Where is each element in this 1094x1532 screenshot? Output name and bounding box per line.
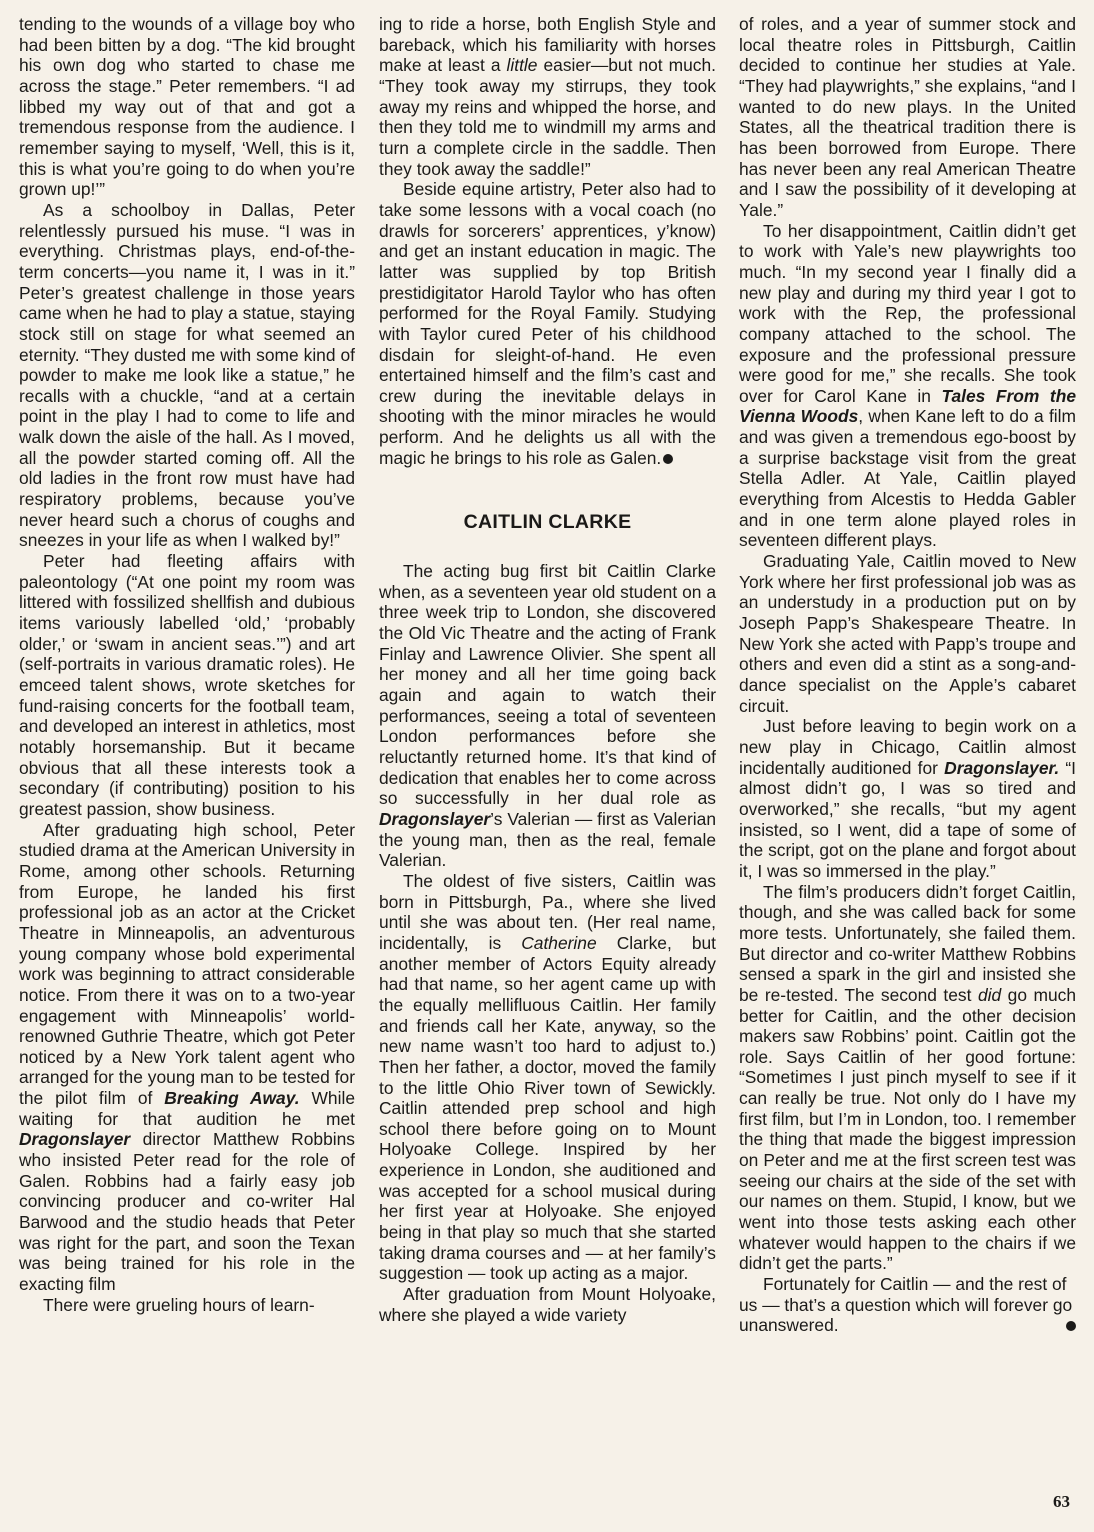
paragraph: After graduating high school, Peter studied drama at the American University in Rome, among other schools. Returning from Europe, he landed his first professional job as an actor at the Cricket Theatre in Minneapolis, an adventurous young company whose bold experimental work was beginning to attract considerable notice. From there it was on to a two-year engagement with Minneapolis’ world-renowned Guthrie Theatre, which got Peter noticed by a New York talent agent who arranged for the young man to be tested for the pilot film of Breaking Away. While waiting for that audition he met Dragonslayer director Matthew Robbins who insisted Peter read for the role of Galen. Robbins had a fairly easy job convincing producer and co-writer Hal Barwood and the studio heads that Peter was right for the part, and soon the Texan was being trained for his role in the exacting film — [19, 819, 355, 1295]
film-title: Dragonslayer. — [944, 757, 1060, 778]
paragraph: There were grueling hours of learn- — [43, 1294, 315, 1315]
paragraph: ing to ride a horse, both English Style and bareback, which his familiarity with horses make at least a little easier—but not much. “They took away my stirrups, they took away my reins and whipped the horse, and then they told me to windmill my arms and turn a complete circle in the saddle. Then they took away the saddle!” — [379, 14, 716, 179]
column-right — [739, 14, 1076, 1336]
page-number: 63 — [1053, 1492, 1070, 1511]
paragraph: Peter had fleeting affairs with paleontology (“At one point my room was littered with fossilized shellfish and dubious items variously labelled ‘old,’ ‘probably older,’ or ‘swam in ancient seas.’”) and art (self-portraits in various dramatic roles). He emceed talent shows, wrote sketches for fund-raising concerts for the football team, and developed an interest in athletics, most notably horsemanship. But it became obvious that all these interests took a secondary (if contributing) position to his greatest passion, show business. — [19, 551, 355, 819]
end-bullet-icon — [1066, 1321, 1076, 1331]
paragraph: Graduating Yale, Caitlin moved to New York where her first professional job was as an understudy in a production put on by Joseph Papp’s Shakespeare Theatre. In New York she acted with Papp’s troupe and others and even did a stint as a song-and-dance specialist on the Apple’s cabaret circuit. — [739, 551, 1076, 716]
film-title: Dragonslayer — [379, 808, 491, 829]
paragraph: The film’s producers didn’t forget Caitlin, though, and she was called back for some more tests. Unfortunately, she failed them. But director and co-writer Matthew Robbins sensed a spark in the girl and insisted she be re-tested. The second test did go much better for Caitlin, and the other decision makers saw Robbins’ point. Caitlin got the role. Says Caitlin of her good fortune: “Sometimes I just pinch myself to see if it can really be true. Not only do I have my first film, but I’m in London, too. I remember the thing that made the biggest impression on Peter and me at the first screen test was seeing our chairs at the side of the set with our names on them. Stupid, I know, but we went into those tests asking each other whatever would happen to the chairs if we didn’t get the parts.” — [739, 881, 1076, 1274]
column-left — [19, 14, 355, 1315]
paragraph: Just before leaving to begin work on a new play in Chicago, Caitlin almost incidentally auditioned for Dragonslayer. “I almost didn’t go, I was so tired and overworked,” she recalls, “but my agent insisted, so I went, did a tape of some of the script, got on the plane and forgot about it, I was so immersed in the play.” — [739, 716, 1076, 881]
paragraph: The acting bug first bit Caitlin Clarke when, as a seventeen year old student on a three week trip to London, she discovered the Old Vic Theatre and the acting of Frank Finlay and Lawrence Olivier. She spent all her money and all her time going back again and again to watch their performances, seeing a total of seventeen London performances before she reluctantly returned home. It’s that kind of dedication that enables her to come across so successfully in her dual role as Dragonslayer’s Valerian — first as Valerian the young man, then as the real, female Valerian. — [379, 561, 716, 871]
paragraph: The oldest of five sisters, Caitlin was born in Pittsburgh, Pa., where she lived until she was about ten. (Her real name, incidentally, is Catherine Clarke, but another member of Actors Equity already had that name, so her agent came up with the equally mellifluous Caitlin. Her family and friends call her Kate, anyway, so the new name wasn’t too hard to adjust to.) Then her father, a doctor, moved the family to the little Ohio River town of Sewickly. Caitlin attended prep school and high school there before going on to Mount Holyoake College. Inspired by her experience in London, she auditioned and was accepted for a school musical during her first year at Holyoake. She enjoyed being in that play so much that she started taking drama courses and — at her family’s suggestion — took up acting as a major. — [379, 870, 716, 1284]
column-middle — [379, 14, 716, 1325]
paragraph: As a schoolboy in Dallas, Peter relentlessly pursued his muse. “I was in everything. Christmas plays, end-of-the-term concerts—you name it, I was in it.” Peter’s greatest challenge in those years came when he had to play a statue, staying stock still on stage for what seemed an eternity. “They dusted me with some kind of powder to make me look like a statue,” he recalls with a chuckle, “and at a certain point in the play I had to come to life and walk down the aisle of the hall. As I moved, all the powder started coming off. All the old ladies in the front row must have had respiratory problems, because you’ve never heard such a chorus of coughs and sneezes in your life as when I walked by!” — [19, 199, 355, 551]
paragraph: Beside equine artistry, Peter also had to take some lessons with a vocal coach (no drawls for sorcerers’ apprentices, y’know) and get an instant education in magic. The latter was supplied by top British prestidigitator Harold Taylor who has often performed for the Royal Family. Studying with Taylor cured Peter of his childhood disdain for sleight-of-hand. He even entertained himself and the film’s cast and crew during the inevitable delays in shooting with the minor miracles he would perform. And he delights us all with the magic he brings to his role as Galen. — [379, 179, 716, 468]
paragraph: tending to the wounds of a village boy who had been bitten by a dog. “The kid brought his own dog who started to chase me across the stage.” Peter remembers. “I ad libbed my way out of that and got a tremendous response from the audience. I remember saying to myself, ‘Well, this is it, this is what you’re going to do when you’re grown up!’” — [19, 14, 355, 200]
paragraph: To her disappointment, Caitlin didn’t get to work with Yale’s new playwrights too much. “In my second year I finally did a new play and during my third year I got to work with the Rep, the professional company attached to the school. The exposure and the professional pressure were good for me,” she recalls. She took over for Carol Kane in Tales From the Vienna Woods, when Kane left to do a film and was given a tremendous ego-boost by a surprise backstage visit from the great Stella Adler. At Yale, Caitlin played everything from Alcestis to Hedda Gabler and in one term alone played roles in seventeen different plays. — [739, 220, 1076, 551]
end-bullet-icon — [663, 454, 673, 464]
paragraph: After graduation from Mount Holyoake, where she played a wide variety — [379, 1284, 716, 1325]
paragraph: of roles, and a year of summer stock and local theatre roles in Pittsburgh, Caitlin decided to continue her studies at Yale. “They had playwrights,” she explains, “and I wanted to do new plays. In the United States, all the theatrical tradition there is has been borrowed from Europe. There has never been any real American Theatre and I saw the possibility of it developing at Yale.” — [739, 14, 1076, 220]
film-title: Dragonslayer — [19, 1129, 131, 1150]
section-heading: CAITLIN CLARKE — [463, 511, 632, 534]
play-title: Tales From the Vienna Woods — [739, 385, 1076, 427]
film-title: Breaking Away. — [164, 1088, 300, 1109]
paragraph: Fortunately for Caitlin — and the rest of us — that’s a question which will forever go unanswered. — [739, 1274, 1076, 1336]
